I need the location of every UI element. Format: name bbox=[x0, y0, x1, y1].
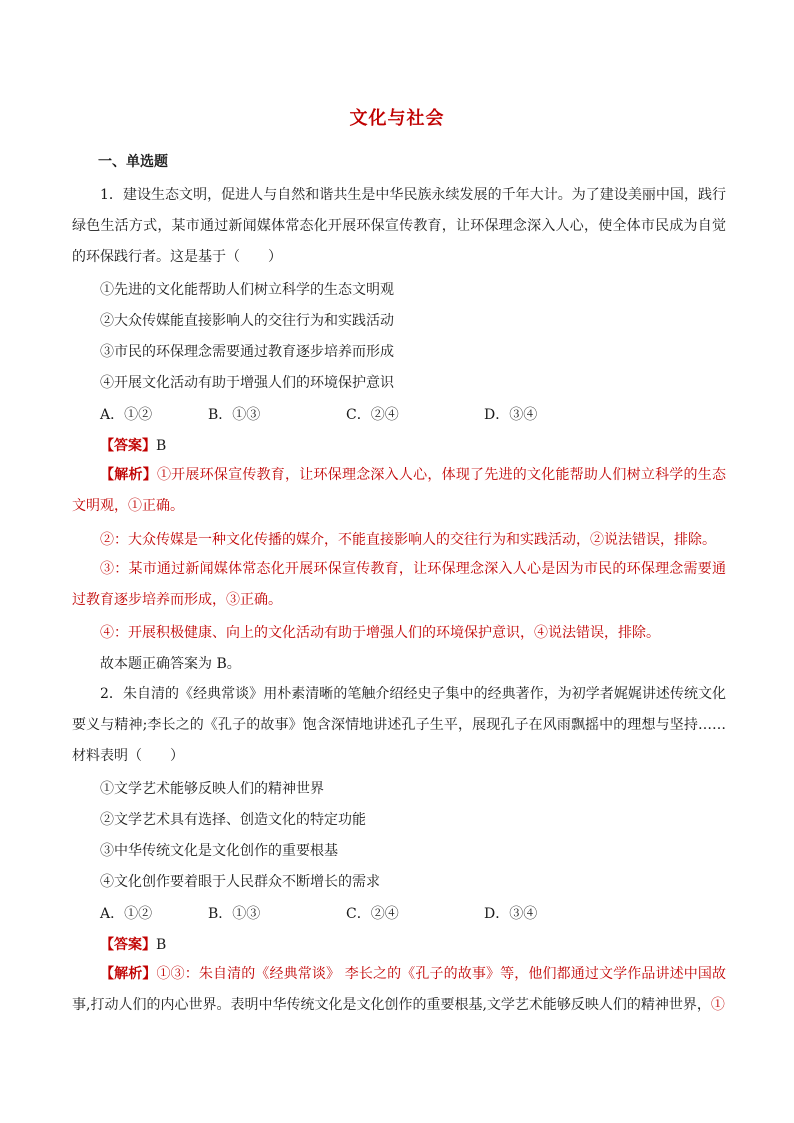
q1-option-4: ④开展文化活动有助于增强人们的环境保护意识 bbox=[100, 375, 394, 391]
q2-analysis-red-lead: ①③：朱自清的《经典常谈》 李长之的《孔子的故事》等，他们都通过文学作品讲述中国故 bbox=[156, 966, 727, 982]
q2-analysis-body: 事,打动人们的内心世界。表明中华传统文化是文化创作的重要根基,文学艺术能够反映人们的精神世界， bbox=[72, 997, 711, 1013]
q2-analysis bbox=[72, 959, 726, 1021]
q1-answer bbox=[100, 436, 166, 456]
document-title: 文化与社会 bbox=[349, 108, 445, 129]
q1-analysis-4: ④：开展积极健康、向上的文化活动有助于增强人们的环境保护意识，④说法错误，排除。 bbox=[100, 625, 660, 641]
q2-option-4: ④文化创作要着眼于人民群众不断增长的需求 bbox=[100, 874, 380, 890]
q2-answer-tag: 【答案】 bbox=[100, 937, 156, 953]
q1-analysis-1-text: ①开展环保宣传教育，让环保理念深入人心，体现了先进的文化能帮助人们树立科学的生态文明观，①正确。 bbox=[72, 467, 727, 514]
q1-answer-tag: 【答案】 bbox=[100, 438, 156, 454]
q2-analysis-tail: ① bbox=[710, 997, 725, 1013]
question-1-stem: 1．建设生态文明，促进人与自然和谐共生是中华民族永续发展的千年大计。为了建设美丽中国，践行绿色生活方式，某市通过新闻媒体常态化开展环保宣传教育，让环保理念深入人心，使全体市民成为自觉的环保践行者。这是基于（ ） bbox=[72, 187, 726, 265]
q1-analysis-2: ②：大众传媒是一种文化传播的媒介，不能直接影响人的交往行为和实践活动，②说法错误，排除。 bbox=[100, 532, 716, 548]
q1-choice-b: B．①③ bbox=[208, 407, 261, 423]
q1-analysis-3: ③：某市通过新闻媒体常态化开展环保宣传教育，让环保理念深入人心是因为市民的环保理念需要通过教育逐步培养而形成，③正确。 bbox=[72, 561, 726, 608]
q2-option-3: ③中华传统文化是文化创作的重要根基 bbox=[100, 843, 338, 859]
section-heading: 一、单选题 bbox=[98, 154, 168, 170]
q1-option-1: ①先进的文化能帮助人们树立科学的生态文明观 bbox=[100, 282, 394, 298]
q1-choice-d: D．③④ bbox=[484, 407, 538, 423]
q2-answer-value: B bbox=[156, 937, 167, 953]
q2-choice-d: D．③④ bbox=[484, 906, 538, 922]
q2-answer bbox=[100, 935, 166, 955]
q2-option-2: ②文学艺术具有选择、创造文化的特定功能 bbox=[100, 812, 366, 828]
q1-option-3: ③市民的环保理念需要通过教育逐步培养而形成 bbox=[100, 344, 394, 360]
q2-choice-c: C．②④ bbox=[346, 906, 399, 922]
q1-choice-c: C．②④ bbox=[346, 407, 399, 423]
q1-answer-value: B bbox=[156, 438, 167, 454]
q1-analysis-1 bbox=[72, 460, 726, 522]
q1-choice-a: A．①② bbox=[100, 407, 153, 423]
q1-analysis-tag: 【解析】 bbox=[100, 467, 157, 483]
q2-option-1: ①文学艺术能够反映人们的精神世界 bbox=[100, 781, 324, 797]
q2-choice-b: B．①③ bbox=[208, 906, 261, 922]
q1-option-2: ②大众传媒能直接影响人的交往行为和实践活动 bbox=[100, 313, 394, 329]
q2-choice-a: A．①② bbox=[100, 906, 153, 922]
q1-conclusion: 故本题正确答案为 B。 bbox=[100, 656, 241, 672]
q2-analysis-tag: 【解析】 bbox=[100, 966, 157, 982]
question-2-stem: 2．朱自清的《经典常谈》用朴素清晰的笔触介绍经史子集中的经典著作，为初学者娓娓讲述传统文化要义与精神;李长之的《孔子的故事》饱含深情地讲述孔子生平，展现孔子在风雨飘摇中的理想与坚持……材料表明（ ） bbox=[72, 686, 726, 764]
